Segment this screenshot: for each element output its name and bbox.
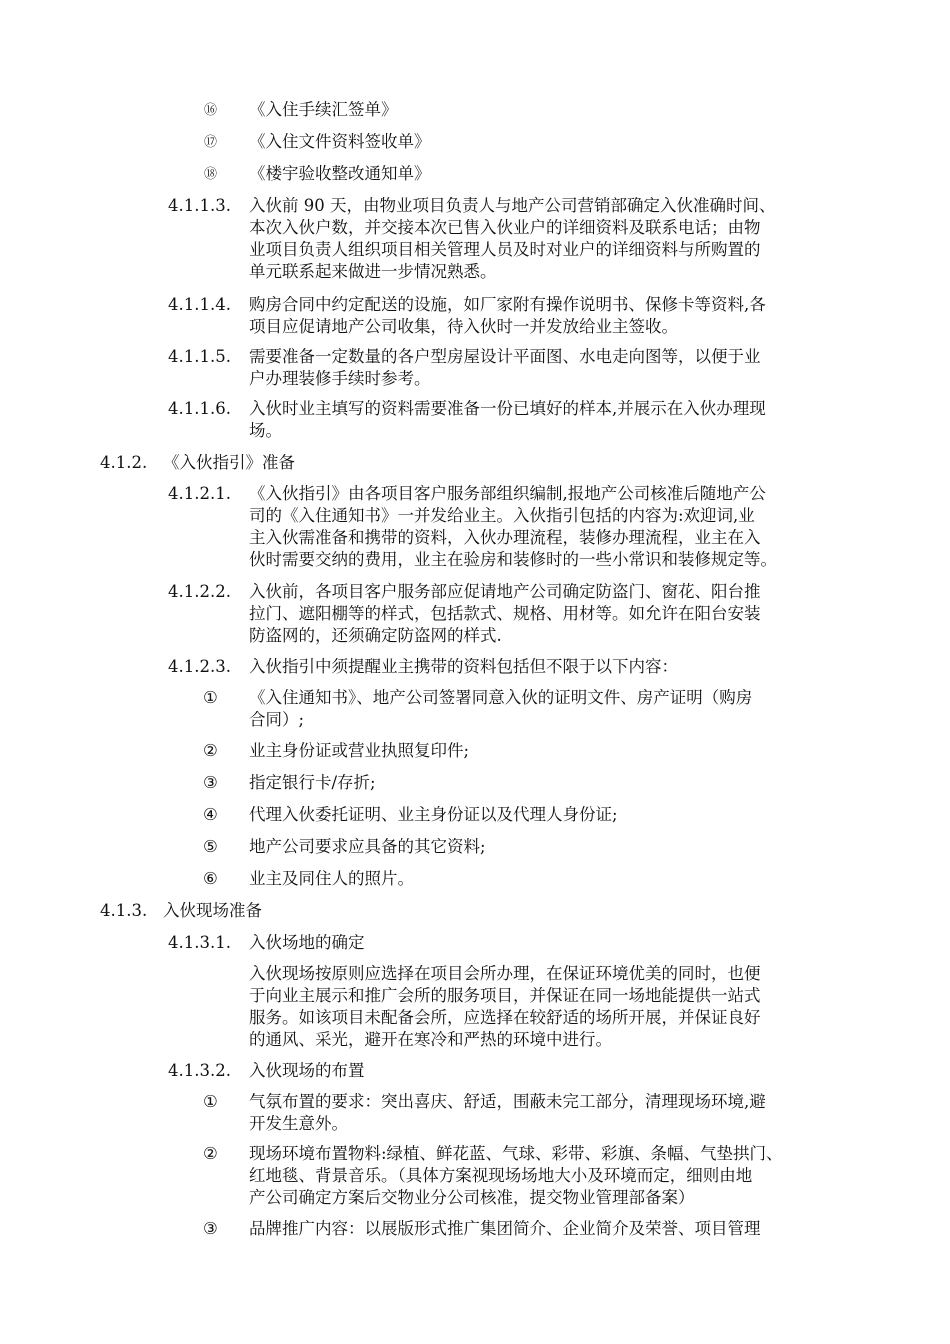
item-text: 《入住通知书》、地产公司签署同意入伙的证明文件、房产证明（购房 合同）; xyxy=(249,688,753,729)
section-text: 入伙前，各项目客户服务部应促请地产公司确定防盗门、窗花、阳台推 拉门、遮阳棚等的样式，包括款式、规格、用材等。如允许在阳台安装 防盗网的，还须确定防盗网的样式. xyxy=(249,582,761,645)
item-text: 《楼宇验收整改通知单》 xyxy=(249,164,431,183)
item-marker: ⑯ xyxy=(204,103,218,118)
section-heading: 《入伙指引》准备 xyxy=(163,453,295,472)
section-number: 4.1.2. xyxy=(100,453,148,472)
section-number: 4.1.1.5. xyxy=(168,347,231,366)
section-text: 《入伙指引》由各项目客户服务部组织编制,报地产公司核准后随地产公 司的《入住通知书》一并发给业主。入伙指引包括的内容为:欢迎词,业 主入伙需准备和携带的资料，入伙办理流程，装修办理流程，业主在入 伙时需要交纳的费用，业主在验房和装修时的一些小常识和装修规定等。 xyxy=(249,484,777,569)
section-number: 4.1.3. xyxy=(100,901,148,920)
section-heading: 入伙现场的布置 xyxy=(249,1061,365,1080)
section-text: 入伙时业主填写的资料需要准备一份已填好的样本,并展示在入伙办理现 场。 xyxy=(249,399,766,440)
item-marker: ① xyxy=(203,688,218,707)
item-marker: ② xyxy=(203,1144,218,1163)
item-text: 指定银行卡/存折; xyxy=(249,773,376,792)
item-marker: ③ xyxy=(203,773,218,792)
item-marker: ④ xyxy=(203,805,218,824)
section-text: 购房合同中约定配送的设施，如厂家附有操作说明书、保修卡等资料,各 项目应促请地产公司收集，待入伙时一并发放给业主签收。 xyxy=(249,295,766,336)
item-marker: ⑥ xyxy=(203,869,218,888)
item-marker: ① xyxy=(203,1092,218,1111)
section-number: 4.1.2.1. xyxy=(168,484,231,503)
item-text: 气氛布置的要求：突出喜庆、舒适，围蔽未完工部分，清理现场环境,避 开发生意外。 xyxy=(249,1092,766,1133)
item-marker: ⑰ xyxy=(204,135,218,150)
section-number: 4.1.1.3. xyxy=(168,196,231,215)
item-marker: ③ xyxy=(203,1219,218,1238)
item-marker: ⑤ xyxy=(203,837,218,856)
item-marker: ② xyxy=(203,741,218,760)
section-number: 4.1.2.2. xyxy=(168,582,231,601)
item-text: 地产公司要求应具备的其它资料; xyxy=(249,837,486,856)
item-marker: ⑱ xyxy=(204,167,218,182)
item-text: 代理入伙委托证明、业主身份证以及代理人身份证; xyxy=(249,805,618,824)
section-number: 4.1.1.6. xyxy=(168,399,231,418)
section-text: 入伙前 90 天，由物业项目负责人与地产公司营销部确定入伙准确时间、 本次入伙户数，并交接本次已售入伙业户的详细资料及联系电话；由物 业项目负责人组织项目相关管理人员及时对业户的详细资料与所购置的 单元联系起来做进一步情况熟悉。 xyxy=(249,196,776,281)
section-number: 4.1.3.2. xyxy=(168,1061,231,1080)
item-text: 《入住文件资料签收单》 xyxy=(249,132,431,151)
paragraph-text: 入伙现场按原则应选择在项目会所办理，在保证环境优美的同时，也便 于向业主展示和推广会所的服务项目，并保证在同一场地能提供一站式 服务。如该项目未配备会所，应选择在较舒适的场所开展，并保证良好 的通风、采光，避开在寒冷和严热的环境中进行。 xyxy=(249,964,761,1049)
section-text: 入伙指引中须提醒业主携带的资料包括但不限于以下内容： xyxy=(249,657,678,676)
item-text: 现场环境布置物料:绿植、鲜花蓝、气球、彩带、彩旗、条幅、气垫拱门、 红地毯、背景音乐。（具体方案视现场场地大小及环境而定，细则由地 产公司确定方案后交物业分公司核准，提交物业管理部备案） xyxy=(249,1144,783,1207)
section-heading: 入伙现场准备 xyxy=(163,901,262,920)
section-number: 4.1.3.1. xyxy=(168,933,231,952)
section-number: 4.1.1.4. xyxy=(168,295,231,314)
section-number: 4.1.2.3. xyxy=(168,657,231,676)
item-text: 业主身份证或营业执照复印件; xyxy=(249,741,470,760)
item-text: 业主及同住人的照片。 xyxy=(249,869,414,888)
section-text: 需要准备一定数量的各户型房屋设计平面图、水电走向图等，以便于业 户办理装修手续时参考。 xyxy=(249,347,761,388)
item-text: 《入住手续汇签单》 xyxy=(249,100,398,119)
section-heading: 入伙场地的确定 xyxy=(249,933,365,952)
item-text: 品牌推广内容：以展版形式推广集团简介、企业简介及荣誉、项目管理 xyxy=(249,1219,761,1238)
